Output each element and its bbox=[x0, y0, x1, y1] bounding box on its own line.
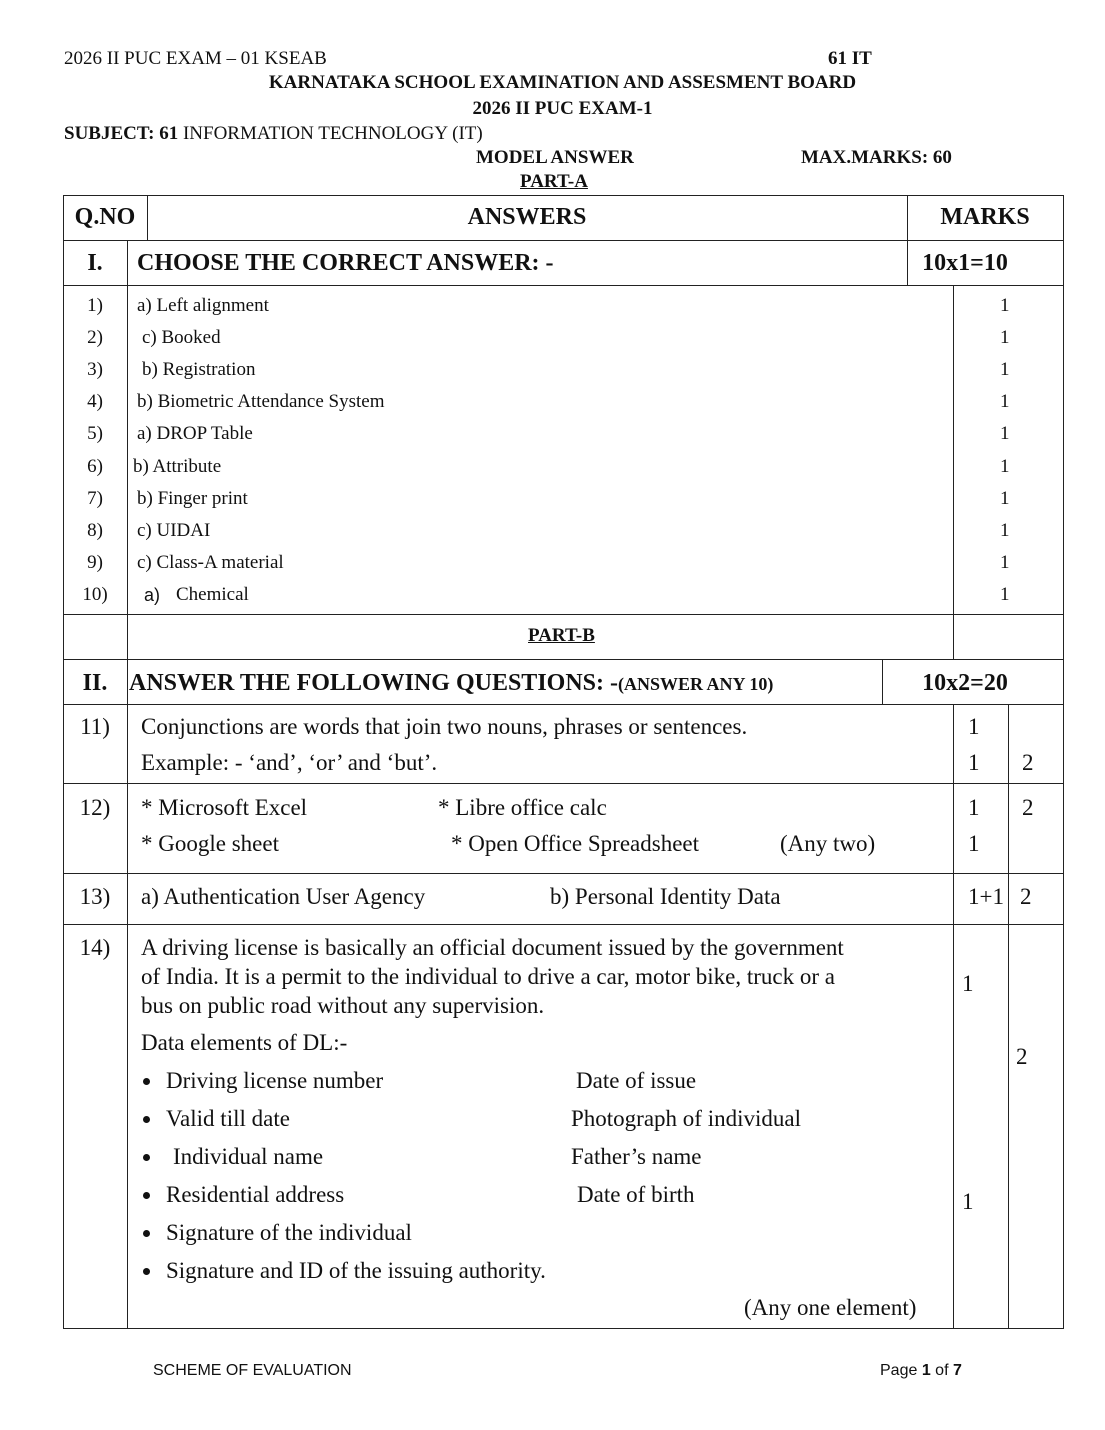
data-element: Driving license number bbox=[166, 1068, 384, 1093]
answer-item: * Libre office calc bbox=[438, 795, 607, 820]
mcq-mark: 1 bbox=[1000, 520, 1010, 541]
section-2-instruction: (ANSWER ANY 10) bbox=[618, 674, 774, 694]
data-element: Signature and ID of the issuing authority. bbox=[166, 1258, 546, 1283]
mcq-answer-prefix: a) bbox=[144, 585, 161, 605]
mcq-mark: 1 bbox=[1000, 552, 1010, 573]
mcq-number: 1) bbox=[87, 295, 103, 316]
answer-line: of India. It is a permit to the individual to drive a car, motor bike, truck or a bbox=[141, 964, 835, 989]
mcq-mark: 1 bbox=[1000, 327, 1010, 348]
mcq-answer: b) Registration bbox=[142, 359, 256, 380]
answer-line: Conjunctions are words that join two nouns, phrases or sentences. bbox=[141, 714, 748, 739]
section-1-title: CHOOSE THE CORRECT ANSWER: - bbox=[137, 250, 554, 276]
question-number: 13) bbox=[79, 884, 111, 909]
page-separator: of bbox=[930, 1362, 953, 1379]
answer-line: Example: - ‘and’, ‘or’ and ‘but’. bbox=[141, 750, 438, 775]
step-mark: 1 bbox=[962, 971, 974, 996]
page-current: 1 bbox=[921, 1362, 931, 1379]
bullet-icon bbox=[143, 1268, 150, 1275]
mcq-number: 6) bbox=[87, 456, 103, 477]
mcq-mark: 1 bbox=[1000, 295, 1010, 316]
step-mark: 1 bbox=[968, 714, 980, 739]
qno-column-header: Q.NO bbox=[74, 204, 136, 230]
mcq-answer: b) Attribute bbox=[133, 456, 222, 477]
bullet-icon bbox=[143, 1116, 150, 1123]
part-a-heading: PART-A bbox=[520, 171, 588, 192]
mcq-answer: c) Class-A material bbox=[137, 552, 284, 573]
max-marks-label: MAX.MARKS: 60 bbox=[801, 147, 952, 168]
mcq-answer: a) DROP Table bbox=[137, 423, 253, 444]
answers-column-header: ANSWERS bbox=[467, 204, 587, 230]
mcq-number: 2) bbox=[87, 327, 103, 348]
exam-code-header: 2026 II PUC EXAM – 01 KSEAB bbox=[64, 48, 327, 69]
section-2-number: II. bbox=[82, 670, 108, 696]
question-number: 11) bbox=[80, 714, 110, 739]
mcq-answer: b) Finger print bbox=[137, 488, 248, 509]
answer-item: * Microsoft Excel bbox=[141, 795, 308, 820]
page-number bbox=[880, 1362, 962, 1380]
mcq-number: 9) bbox=[87, 552, 103, 573]
mcq-answer: c) Booked bbox=[142, 327, 221, 348]
total-mark: 2 bbox=[1022, 750, 1034, 775]
step-mark: 1 bbox=[962, 1189, 974, 1214]
total-mark: 2 bbox=[1022, 795, 1034, 820]
bullet-icon bbox=[143, 1078, 150, 1085]
page-prefix: Page bbox=[880, 1362, 922, 1379]
mcq-mark: 1 bbox=[1000, 456, 1010, 477]
mcq-answer: b) Biometric Attendance System bbox=[137, 391, 385, 412]
section-1-marks: 10x1=10 bbox=[922, 250, 1008, 276]
data-element: Date of issue bbox=[576, 1068, 697, 1093]
board-title: KARNATAKA SCHOOL EXAMINATION AND ASSESMENT BOARD bbox=[268, 72, 857, 93]
answer-item: b) Personal Identity Data bbox=[550, 884, 781, 909]
data-element: Individual name bbox=[173, 1144, 324, 1169]
question-number: 14) bbox=[79, 935, 111, 960]
section-2-marks: 10x2=20 bbox=[922, 670, 1008, 696]
data-element: Photograph of individual bbox=[571, 1106, 801, 1131]
bullet-icon bbox=[143, 1154, 150, 1161]
step-mark: 1 bbox=[968, 795, 980, 820]
exam-title: 2026 II PUC EXAM-1 bbox=[472, 98, 653, 119]
part-b-heading: PART-B bbox=[528, 625, 595, 646]
data-element: Date of birth bbox=[577, 1182, 695, 1207]
answer-item: * Google sheet bbox=[141, 831, 279, 856]
answer-line: bus on public road without any supervision. bbox=[141, 993, 545, 1018]
bullet-icon bbox=[143, 1230, 150, 1237]
mcq-mark: 1 bbox=[1000, 488, 1010, 509]
mcq-answer: c) UIDAI bbox=[137, 520, 211, 541]
subject-line bbox=[64, 123, 483, 145]
data-element: Valid till date bbox=[166, 1106, 290, 1131]
footer-label: SCHEME OF EVALUATION bbox=[153, 1362, 352, 1379]
mcq-mark: 1 bbox=[1000, 359, 1010, 380]
mcq-number: 7) bbox=[87, 488, 103, 509]
subject-name: INFORMATION TECHNOLOGY (IT) bbox=[182, 123, 483, 144]
bullet-icon bbox=[143, 1192, 150, 1199]
answer-item: a) Authentication User Agency bbox=[141, 884, 426, 909]
data-elements-title: Data elements of DL:- bbox=[141, 1030, 348, 1055]
answer-line: A driving license is basically an official document issued by the government bbox=[141, 935, 844, 960]
mcq-answer: a) Left alignment bbox=[137, 295, 269, 316]
mcq-mark: 1 bbox=[1000, 584, 1010, 605]
mcq-number: 8) bbox=[87, 520, 103, 541]
total-mark: 2 bbox=[1016, 1044, 1028, 1069]
mcq-mark: 1 bbox=[1000, 391, 1010, 412]
answer-note: (Any one element) bbox=[744, 1295, 917, 1320]
section-2-title-line bbox=[129, 670, 773, 697]
model-answer-label: MODEL ANSWER bbox=[476, 147, 634, 168]
question-number: 12) bbox=[79, 795, 111, 820]
mcq-mark: 1 bbox=[1000, 423, 1010, 444]
marks-column-header: MARKS bbox=[940, 204, 1030, 230]
step-mark: 1+1 bbox=[968, 884, 1004, 909]
answer-item: * Open Office Spreadsheet bbox=[451, 831, 700, 856]
mcq-number: 5) bbox=[87, 423, 103, 444]
step-mark: 1 bbox=[968, 831, 980, 856]
page-total: 7 bbox=[952, 1362, 962, 1379]
data-element: Signature of the individual bbox=[166, 1220, 412, 1245]
mcq-answer: Chemical bbox=[176, 584, 249, 605]
subject-code: 61 IT bbox=[828, 48, 872, 69]
answer-note: (Any two) bbox=[780, 831, 876, 856]
section-2-title: ANSWER THE FOLLOWING QUESTIONS: - bbox=[129, 670, 618, 696]
data-element: Father’s name bbox=[571, 1144, 702, 1169]
data-element: Residential address bbox=[166, 1182, 345, 1207]
step-mark: 1 bbox=[968, 750, 980, 775]
section-1-number: I. bbox=[87, 250, 103, 276]
mcq-number: 3) bbox=[87, 359, 103, 380]
subject-label: SUBJECT: 61 bbox=[64, 123, 179, 144]
mcq-number: 4) bbox=[87, 391, 103, 412]
mcq-number: 10) bbox=[82, 584, 108, 605]
total-mark: 2 bbox=[1020, 884, 1032, 909]
